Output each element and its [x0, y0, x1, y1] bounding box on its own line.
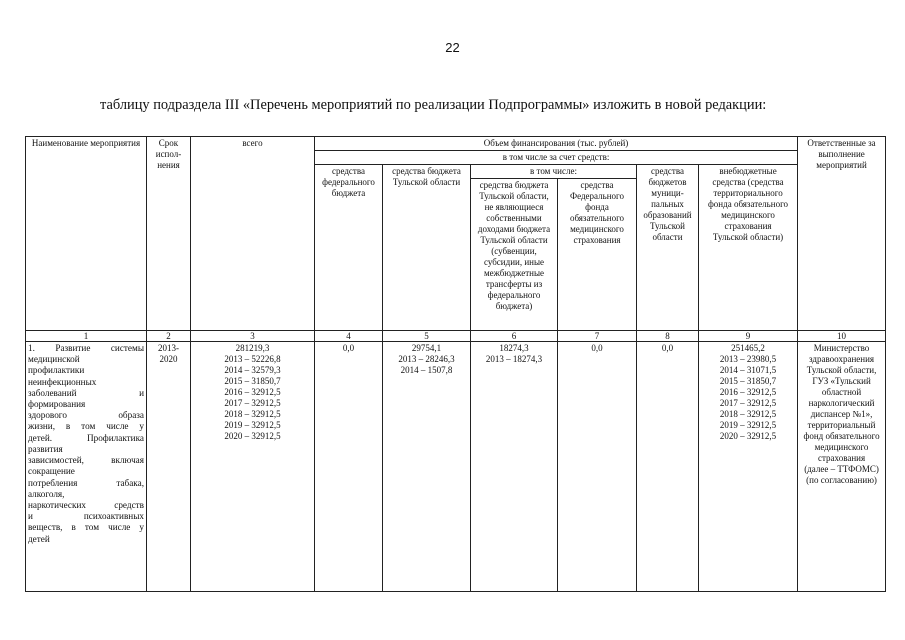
activity-name-line: веществ, в том числе у	[28, 522, 144, 533]
cell-line: 251465,2	[731, 342, 765, 353]
cell-line: муници-	[651, 187, 684, 198]
column-number: 9	[699, 330, 798, 341]
activity-name-line: потребления табака,	[28, 477, 144, 488]
cell-line: пальных	[651, 198, 684, 209]
cell-line: фонд обязательного	[803, 430, 880, 441]
activity-name-line: профилактики	[28, 365, 85, 376]
cell-line: страхования	[724, 220, 772, 231]
cell-line: не являющиеся	[484, 201, 544, 212]
cell-line: выполнение	[818, 148, 865, 159]
cell-line: медицинского	[721, 209, 775, 220]
column-number: 10	[798, 330, 886, 341]
header-including-sources: в том числе за счет средств:	[315, 150, 798, 164]
cell-line: субсидии, иные	[483, 256, 545, 267]
cell-line: 281219,3	[235, 342, 270, 353]
cell-line: 2018 – 32912,5	[719, 408, 777, 419]
header-including: в том числе:	[471, 164, 637, 178]
activity-name-line: детей	[28, 533, 50, 544]
cell-line: Тульской области,	[479, 190, 549, 201]
header-regional-non-own	[471, 178, 558, 330]
cell-line: территориальный	[807, 419, 876, 430]
row-term	[147, 341, 191, 591]
cell-line: (по согласованию)	[806, 474, 877, 485]
column-number: 3	[191, 330, 315, 341]
cell-line: 2016 – 32912,5	[719, 386, 777, 397]
cell-line: фонда обязательного	[707, 198, 789, 209]
row-federal	[315, 341, 383, 591]
cell-line: 18274,3	[499, 342, 529, 353]
cell-line: ГУЗ «Тульский	[812, 375, 871, 386]
activity-name-line: развития	[28, 443, 63, 454]
cell-line: бюджета)	[495, 300, 533, 311]
row-activity-name	[26, 341, 147, 591]
cell-line: 2013-	[158, 342, 179, 353]
cell-line: 2013 – 52226,8	[224, 353, 281, 364]
cell-line: 2014 – 31071,5	[719, 364, 777, 375]
page-number: 22	[445, 40, 460, 55]
row-municipal	[637, 341, 699, 591]
cell-line: собственными	[486, 212, 542, 223]
cell-line: образований	[643, 209, 692, 220]
cell-line: медицинского	[814, 441, 869, 452]
cell-line: 2014 – 1507,8	[400, 364, 453, 375]
cell-line: (субвенции,	[491, 245, 537, 256]
header-term	[147, 137, 191, 331]
section-heading: таблицу подраздела III «Перечень мероприятий по реализации Подпрограммы» изложить в новой редакции:	[100, 97, 767, 113]
cell-line: средства	[650, 165, 684, 176]
cell-line: 2017 – 32912,5	[719, 397, 777, 408]
cell-line: диспансер №1»,	[810, 408, 873, 419]
column-number: 5	[383, 330, 471, 341]
cell-line: 29754,1	[411, 342, 442, 353]
cell-line: 2015 – 31850,7	[719, 375, 777, 386]
cell-line: 2019 – 32912,5	[719, 419, 777, 430]
cell-line: Министерство	[813, 342, 870, 353]
column-number: 1	[26, 330, 147, 341]
activity-name-line: медицинской	[28, 354, 80, 365]
column-number: 7	[558, 330, 637, 341]
cell-line: (далее – ТТФОМС)	[804, 463, 879, 474]
column-number: 6	[471, 330, 558, 341]
cell-line: обязательного	[569, 212, 625, 223]
cell-line: Срок	[158, 138, 179, 148]
cell-line: 2019 – 32912,5	[224, 419, 281, 430]
row-extrabudget	[699, 341, 798, 591]
cell-line: 2013 – 23980,5	[719, 353, 777, 364]
header-federal	[315, 164, 383, 330]
activity-name-line: жизни, в том числе у	[28, 421, 144, 432]
cell-line: 0,0	[591, 342, 603, 353]
cell-line: страхования	[573, 234, 621, 245]
cell-line: Федерального	[569, 190, 624, 201]
cell-line: 2017 – 32912,5	[224, 397, 281, 408]
row-ffoms	[558, 341, 637, 591]
cell-line: 2013 – 18274,3	[485, 353, 543, 364]
header-municipal	[637, 164, 699, 330]
cell-line: 2016 – 32912,5	[224, 386, 281, 397]
cell-line: 2013 – 28246,3	[398, 353, 455, 364]
cell-line: Тульской	[650, 220, 685, 231]
cell-line: бюджета	[331, 187, 366, 198]
header-name: Наименование мероприятия	[26, 137, 147, 331]
activity-name-line: формирования	[28, 399, 86, 409]
column-number: 2	[147, 330, 191, 341]
cell-line: 2020	[159, 353, 178, 364]
cell-line: 2018 – 32912,5	[224, 408, 281, 419]
cell-line: 2020 – 32912,5	[719, 430, 777, 441]
cell-line: межбюджетные	[483, 267, 545, 278]
activity-name-line: алкоголя,	[28, 488, 65, 499]
cell-line: 2020 – 32912,5	[224, 430, 281, 441]
header-row-1	[26, 137, 886, 151]
cell-line: испол-	[155, 148, 182, 159]
cell-line: областной	[821, 386, 862, 397]
cell-line: мероприятий	[816, 159, 867, 170]
cell-line: медицинского	[570, 223, 624, 234]
header-financing: Объем финансирования (тыс. рублей)	[315, 137, 798, 151]
header-responsible	[798, 137, 886, 331]
table-row	[26, 341, 886, 591]
activity-name-line: 1. Развитие системы	[28, 342, 144, 353]
column-number-row	[26, 330, 886, 341]
column-number: 8	[637, 330, 699, 341]
header-ffoms	[558, 178, 637, 330]
financing-table	[25, 136, 886, 592]
row-regional	[383, 341, 471, 591]
row-regional-non-own	[471, 341, 558, 591]
column-number: 4	[315, 330, 383, 341]
activity-name-line: зависимостей, включая	[28, 455, 144, 466]
cell-line: средства (средства	[712, 176, 784, 187]
header-total: всего	[191, 137, 315, 331]
activity-name-line: здорового образа	[28, 410, 144, 421]
cell-line: доходами бюджета	[477, 223, 551, 234]
activity-name-line: сокращение	[28, 466, 75, 477]
cell-line: фонда	[585, 201, 609, 212]
row-total	[191, 341, 315, 591]
cell-line: федерального	[487, 289, 541, 300]
cell-line: территориального	[713, 187, 783, 198]
cell-line: Тульской области,	[806, 364, 877, 375]
cell-line: средства	[331, 165, 365, 176]
cell-line: бюджетов	[648, 176, 687, 187]
activity-name-line: неинфекционных	[28, 376, 97, 387]
cell-line: страхования	[818, 452, 866, 463]
cell-line: нения	[157, 159, 180, 170]
cell-line: наркологический	[808, 397, 875, 408]
cell-line: области	[652, 231, 683, 242]
header-extrabudget	[699, 164, 798, 330]
header-regional: средства бюджета Тульской области	[383, 164, 471, 330]
cell-line: 0,0	[661, 342, 674, 353]
cell-line: 0,0	[342, 342, 355, 353]
cell-line: средства	[580, 179, 614, 190]
row-responsible	[798, 341, 886, 591]
cell-line: федерального	[322, 176, 375, 187]
cell-line: 2014 – 32579,3	[224, 364, 281, 375]
cell-line: Тульской области)	[712, 231, 784, 242]
cell-line: средства бюджета	[479, 179, 549, 190]
cell-line: внебюджетные	[719, 165, 777, 176]
cell-line: здравоохранения	[809, 353, 875, 364]
cell-line: 2015 – 31850,7	[224, 375, 281, 386]
activity-name-line: и психоактивных	[28, 511, 144, 522]
cell-line: трансферты из	[485, 278, 543, 289]
activity-name-line: наркотических средств	[28, 499, 144, 510]
activity-name-line: заболеваний и	[28, 387, 144, 398]
cell-line: Ответственные за	[807, 138, 876, 148]
cell-line: Тульской области	[480, 234, 548, 245]
activity-name-line: детей. Профилактика	[28, 432, 144, 443]
